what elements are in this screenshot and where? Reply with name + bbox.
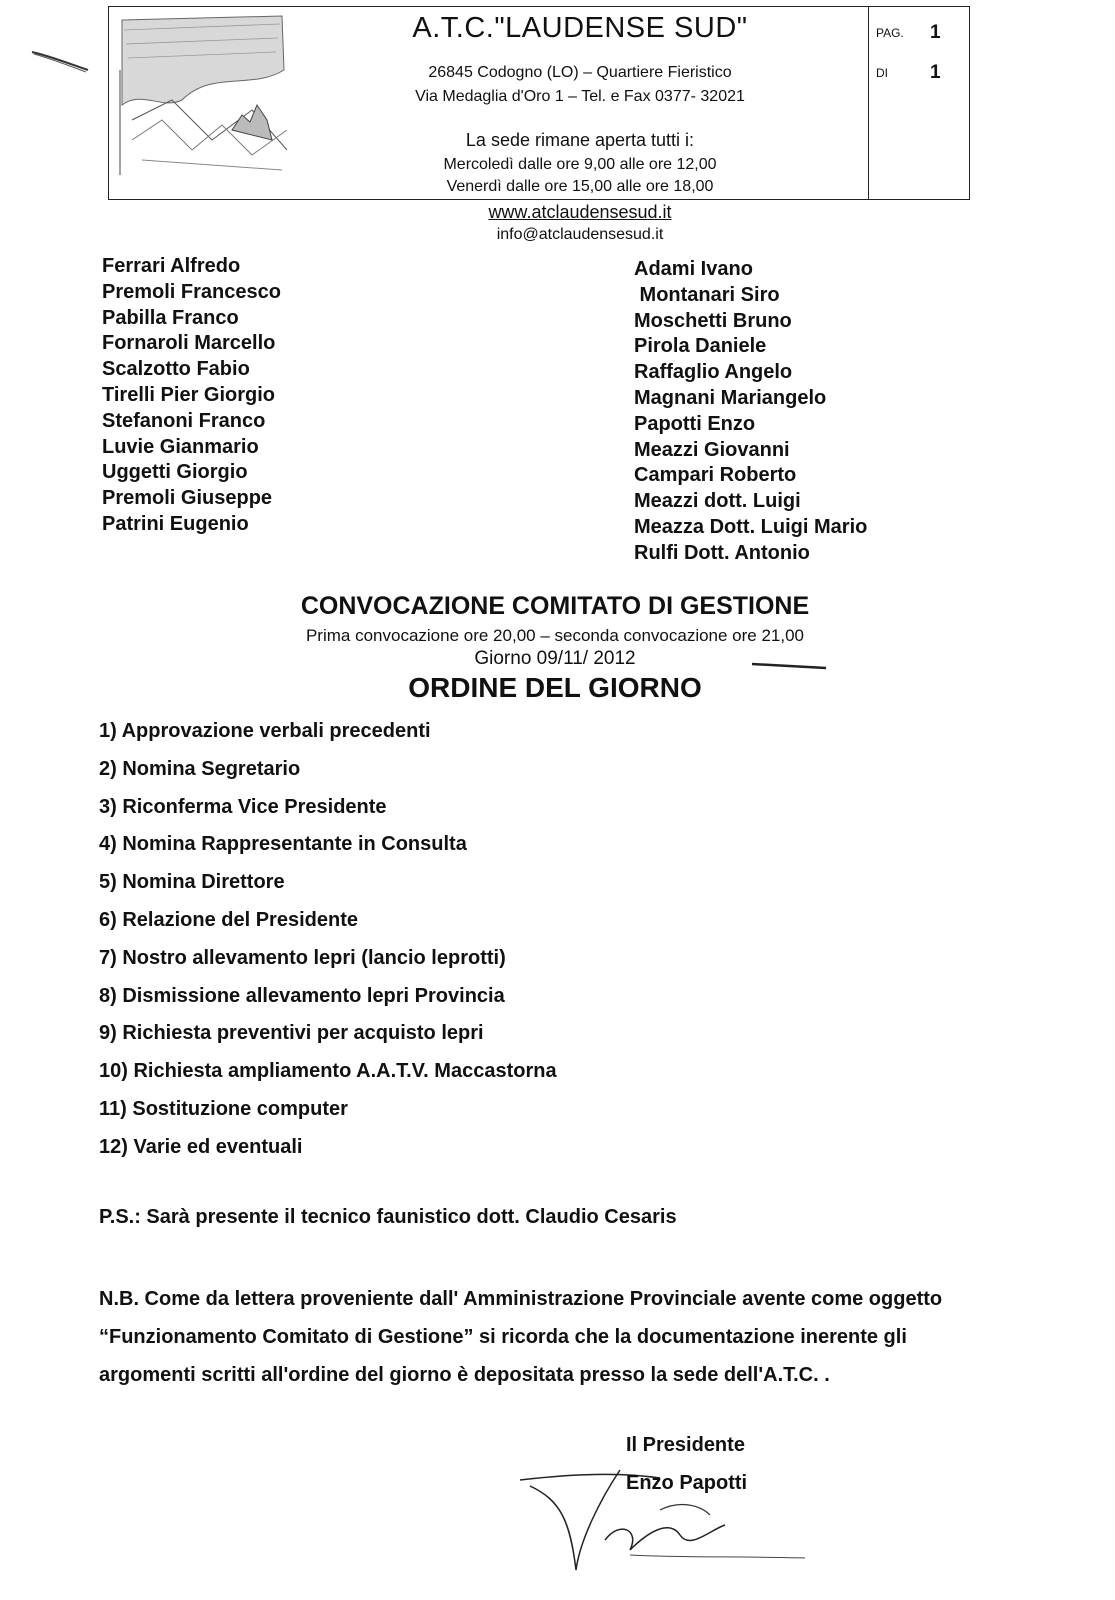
agenda-list xyxy=(99,713,557,1167)
page-number: 1 xyxy=(930,22,941,43)
member-name: Adami Ivano xyxy=(634,258,753,280)
member-name: Luvie Gianmario xyxy=(102,435,259,458)
landscape-logo xyxy=(112,10,292,180)
agenda-item: 12) Varie ed eventuali xyxy=(99,1135,303,1158)
opening-hours-wednesday: Mercoledì dalle ore 9,00 alle ore 12,00 xyxy=(443,156,717,173)
page-of-label: DI xyxy=(876,66,888,80)
member-name: Meazzi dott. Luigi xyxy=(634,490,801,513)
meeting-date: Giorno 09/11/ 2012 xyxy=(474,648,636,669)
agenda-item: 10) Richiesta ampliamento A.A.T.V. Maccastorna xyxy=(99,1060,557,1083)
email-address[interactable]: info@atclaudensesud.it xyxy=(496,226,664,243)
member-name: Premoli Giuseppe xyxy=(102,487,273,510)
signatory-title: Il Presidente xyxy=(626,1434,745,1456)
member-name: Meazza Dott. Luigi Mario xyxy=(634,515,868,538)
agenda-item: 11) Sostituzione computer xyxy=(99,1097,348,1120)
signatory-name: Enzo Papotti xyxy=(626,1472,748,1494)
agenda-item: 4) Nomina Rappresentante in Consulta xyxy=(99,833,467,856)
member-name: Pabilla Franco xyxy=(102,306,239,329)
member-name: Montanari Siro xyxy=(634,283,780,306)
opening-hours-intro: La sede rimane aperta tutti i: xyxy=(465,130,695,150)
members-left-list xyxy=(102,254,281,538)
page-label: PAG. xyxy=(876,26,904,40)
opening-hours-friday: Venerdì dalle ore 15,00 alle ore 18,00 xyxy=(446,178,714,195)
member-name: Raffaglio Angelo xyxy=(634,361,793,384)
address-line-1: 26845 Codogno (LO) – Quartiere Fieristico xyxy=(428,64,732,81)
agenda-item: 3) Riconferma Vice Presidente xyxy=(99,795,387,818)
member-name: Papotti Enzo xyxy=(634,412,756,435)
member-name: Stefanoni Franco xyxy=(102,409,266,432)
agenda-item: 6) Relazione del Presidente xyxy=(99,908,358,931)
convocation-title: CONVOCAZIONE COMITATO DI GESTIONE xyxy=(300,592,810,620)
organization-title: A.T.C."LAUDENSE SUD" xyxy=(412,12,748,44)
member-name: Ferrari Alfredo xyxy=(102,255,241,277)
page-total: 1 xyxy=(930,62,941,83)
agenda-item: 5) Nomina Direttore xyxy=(99,871,285,894)
agenda-item: 2) Nomina Segretario xyxy=(99,757,301,780)
member-name: Premoli Francesco xyxy=(102,280,281,303)
agenda-item: 8) Dismissione allevamento lepri Provincia xyxy=(99,984,505,1007)
margin-pen-mark xyxy=(30,44,90,74)
agenda-item: 9) Richiesta preventivi per acquisto lepri xyxy=(99,1022,484,1045)
member-name: Fornaroli Marcello xyxy=(102,332,276,355)
agenda-item: 7) Nostro allevamento lepri (lancio leprotti) xyxy=(99,946,506,969)
member-name: Rulfi Dott. Antonio xyxy=(634,541,810,564)
agenda-item: 1) Approvazione verbali precedenti xyxy=(99,720,431,742)
member-name: Meazzi Giovanni xyxy=(634,438,790,461)
member-name: Moschetti Bruno xyxy=(634,309,792,332)
members-right-list xyxy=(634,257,867,567)
website-link[interactable]: www.atclaudensesud.it xyxy=(488,202,672,222)
address-line-2: Via Medaglia d'Oro 1 – Tel. e Fax 0377- 32021 xyxy=(415,88,745,105)
member-name: Magnani Mariangelo xyxy=(634,386,827,409)
member-name: Campari Roberto xyxy=(634,464,797,487)
postscript-note: P.S.: Sarà presente il tecnico faunistico dott. Claudio Cesaris xyxy=(99,1206,677,1228)
member-name: Uggetti Giorgio xyxy=(102,461,248,484)
member-name: Patrini Eugenio xyxy=(102,512,249,535)
nota-bene-paragraph: N.B. Come da lettera proveniente dall' Amministrazione Provinciale avente come oggetto “Funzionamento Comitato di Gestione” si ricorda che la documentazione inerente gli argomenti scritti all'ordine del giorno è depositata presso la sede dell'A.T.C. . xyxy=(99,1288,943,1386)
member-name: Scalzotto Fabio xyxy=(102,358,250,381)
member-name: Pirola Daniele xyxy=(634,335,767,358)
member-name: Tirelli Pier Giorgio xyxy=(102,383,276,406)
agenda-title: ORDINE DEL GIORNO xyxy=(408,672,702,703)
convocation-times: Prima convocazione ore 20,00 – seconda convocazione ore 21,00 xyxy=(305,626,805,645)
